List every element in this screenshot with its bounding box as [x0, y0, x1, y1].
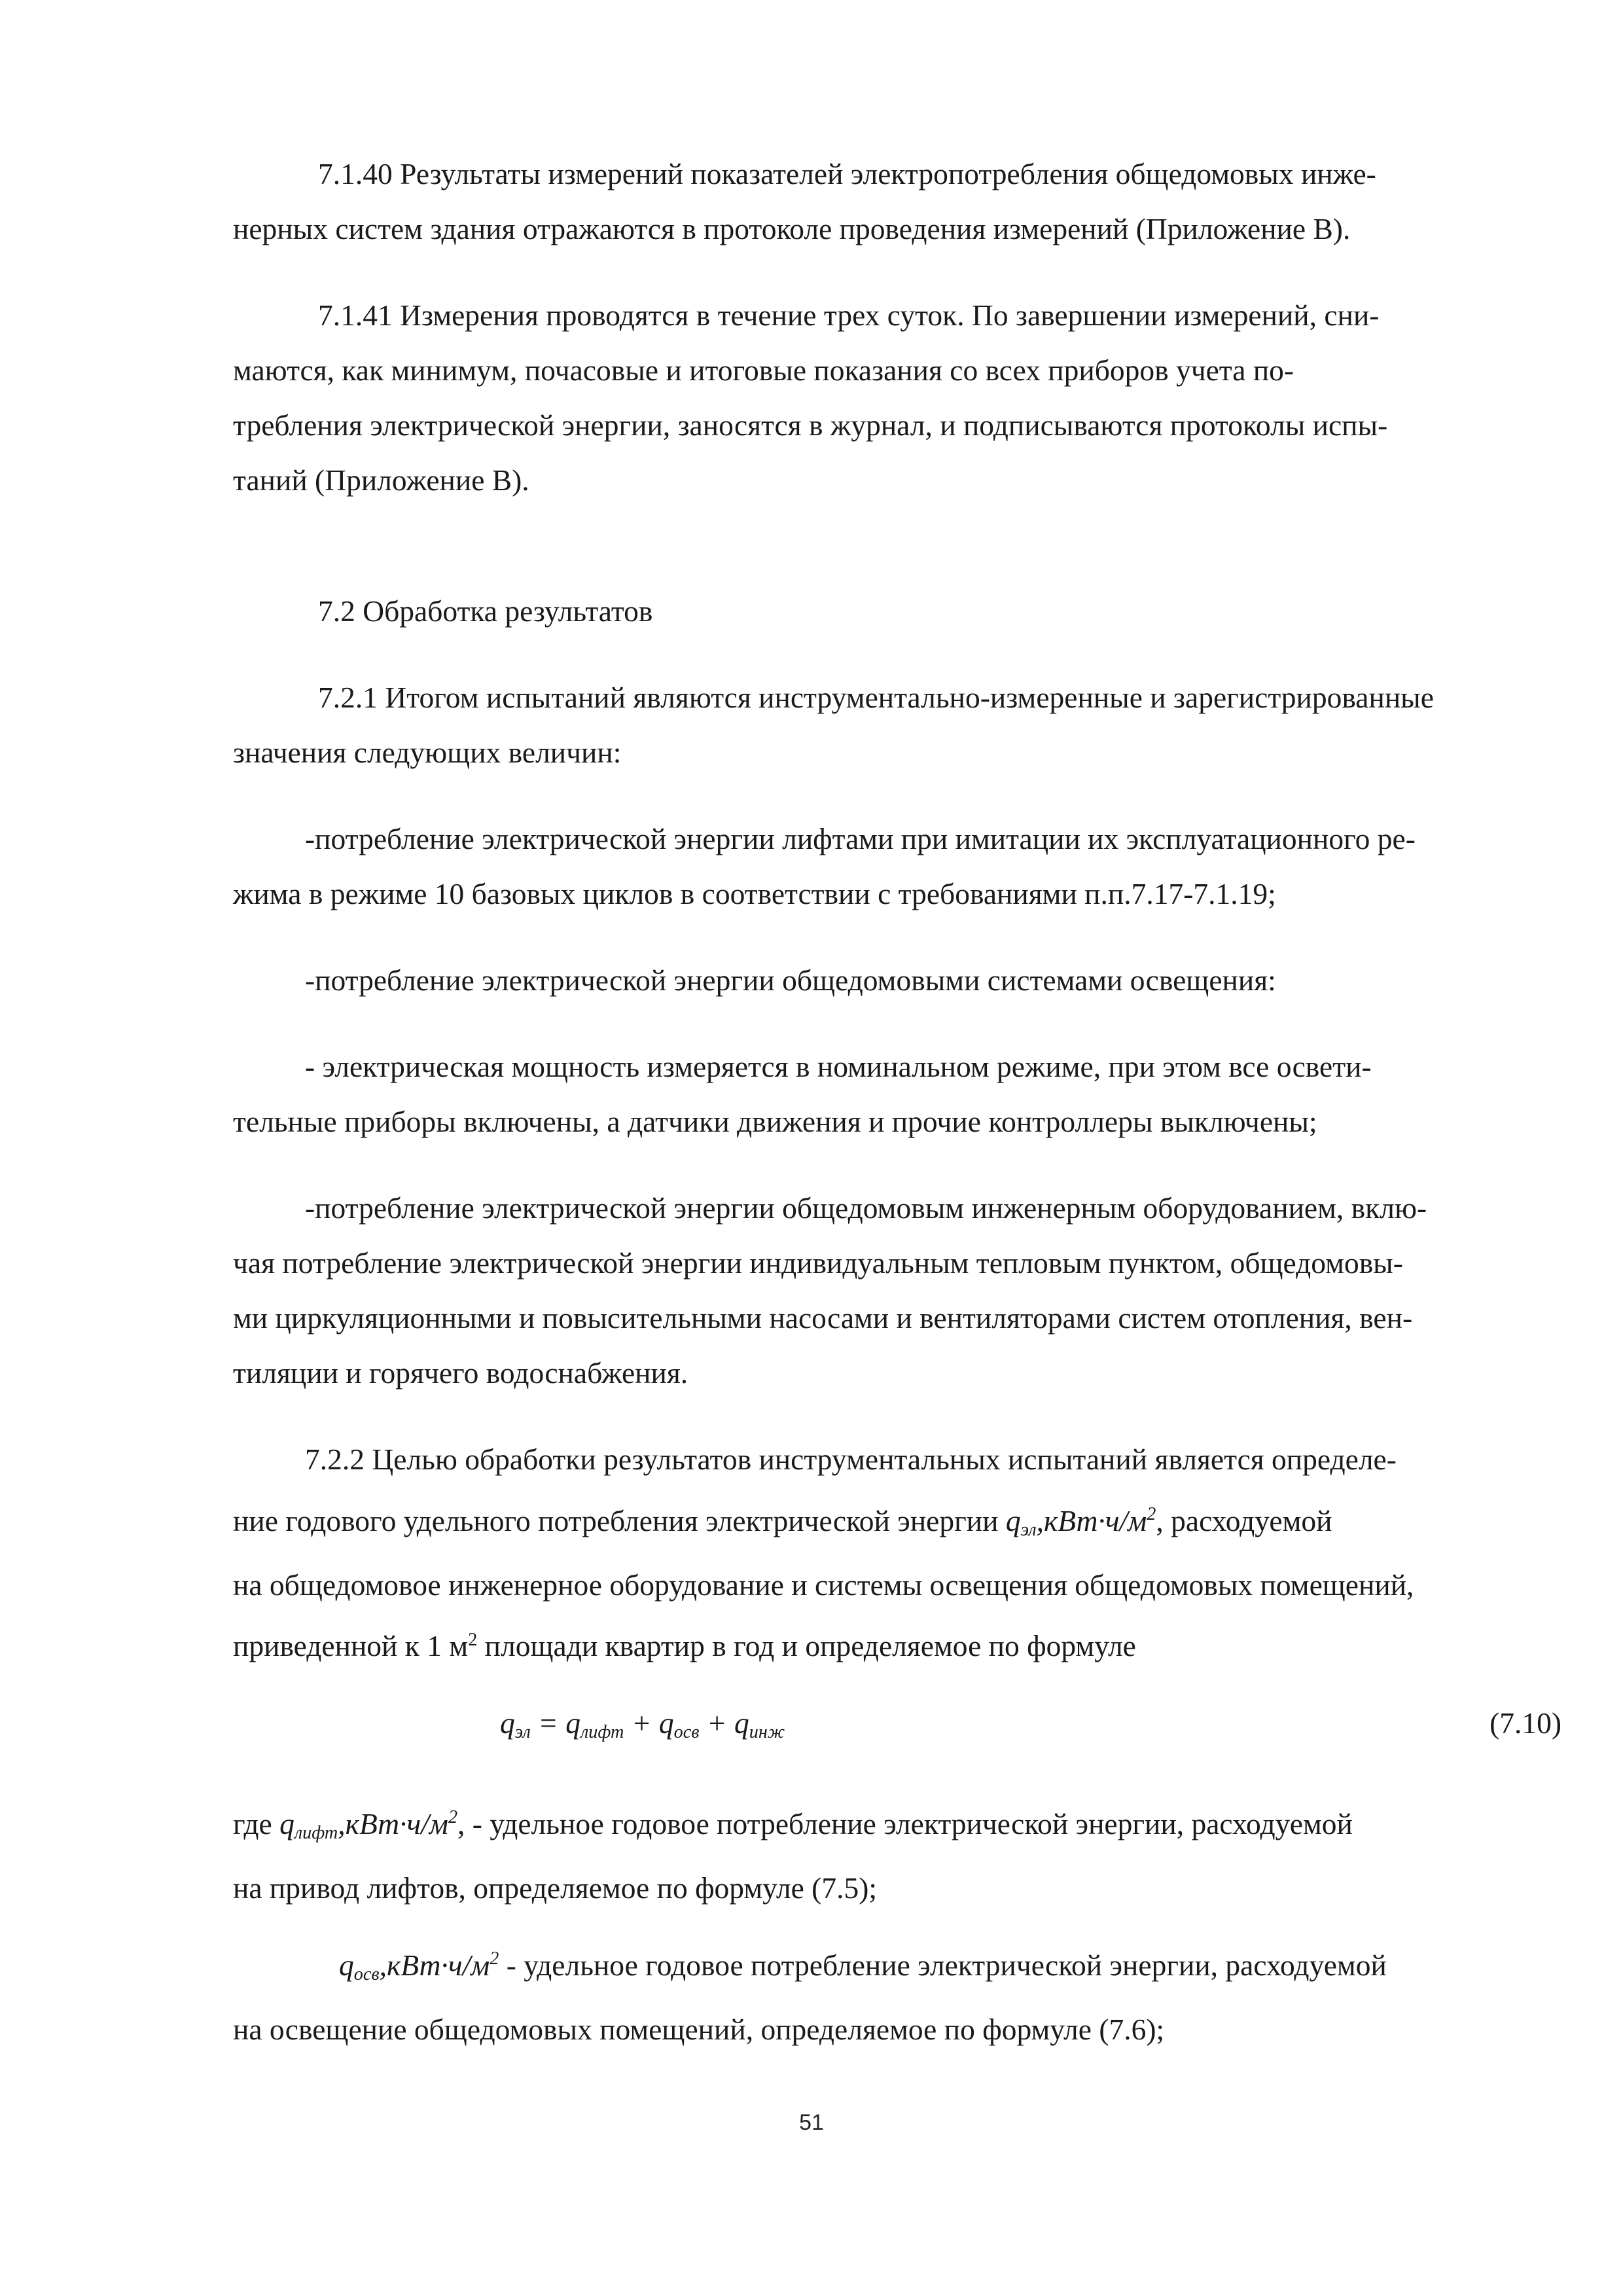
definition-q-osv: $q_{осв},кВт\cdot ч/м^2$ - удельное годовое потребление электрической энергии, расходуемой на освещение общедомовых помещений, определяемое по формуле (7.6); [233, 1948, 1387, 2047]
math-q-lift-unit: $q_{лифт},кВт\cdot ч/м^2$ [279, 1807, 458, 1844]
section-heading-7-2: 7.2 Обработка результатов [318, 594, 653, 628]
definition-q-lift: где $q_{лифт},кВт\cdot ч/м^2$, - удельное годовое потребление электрической энергии, расходуемой на привод лифтов, определяемое по формуле (7.5); [233, 1807, 1353, 1905]
page-number: 51 [799, 2110, 824, 2135]
list-item-lighting: -потребление электрической энергии общедомовыми системами освещения: [305, 963, 1276, 997]
list-item-engineering: -потребление электрической энергии общедомовым инженерным оборудованием, вклю- чая потребление электрической энергии индивидуальным тепловым пунктом, общедомовы- ми циркуляционными и повысительными насосами и вентиляторами систем отопления, вен- тиляции и горячего водоснабжения. [233, 1191, 1427, 1390]
paragraph-7-2-1: 7.2.1 Итогом испытаний являются инструментально-измеренные и зарегистрированные значения следующих величин: [233, 681, 1434, 769]
math-q-osv-unit: $q_{осв},кВт\cdot ч/м^2$ [339, 1948, 499, 1985]
paragraph-7-1-41: 7.1.41 Измерения проводятся в течение трех суток. По завершении измерений, сни- маются, как минимум, почасовые и итоговые показания со всех приборов учета по- требления электрической энергии, заносятся в журнал, и подписываются протоколы испы- таний (Приложение В). [233, 298, 1388, 497]
paragraph-7-1-40: 7.1.40 Результаты измерений показателей электропотребления общедомовых инже- нерных систем здания отражаются в протоколе проведения измерений (Приложение В). [233, 157, 1376, 245]
formula-7-10 [233, 1696, 1561, 1751]
equation-number: (7.10) [1489, 1706, 1561, 1740]
list-item-power: - электрическая мощность измеряется в номинальном режиме, при этом все освети- тельные приборы включены, а датчики движения и прочие контроллеры выключены; [233, 1050, 1372, 1138]
paragraph-7-2-2: 7.2.2 Целью обработки результатов инструментальных испытаний является определе- ние годового удельного потребления электрической энергии $q_{эл},кВт\cdot ч/м^2$, расходуемой на общедомовое инженерное оборудование и системы освещения общедомовых помещений, приведенной к 1 $м^2$ площади квартир в год и определяемое по формуле [233, 1443, 1414, 1663]
formula-expression: $q_{эл} = q_{лифт} + q_{осв} + q_{инж}$ [500, 1706, 785, 1743]
list-item-lifts: -потребление электрической энергии лифтами при имитации их эксплуатационного ре- жима в режиме 10 базовых циклов в соответствии с требованиями п.п.7.17-7.1.19; [233, 822, 1416, 910]
document-page [233, 0, 1561, 2057]
math-q-el-unit: $q_{эл},кВт\cdot ч/м^2$ [1005, 1503, 1156, 1540]
